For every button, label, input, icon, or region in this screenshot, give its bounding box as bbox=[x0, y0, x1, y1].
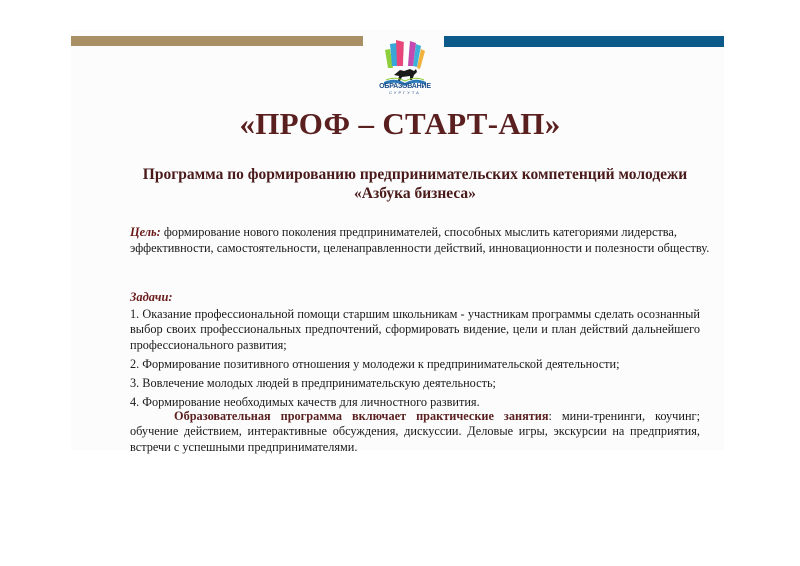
program-paragraph bbox=[130, 409, 700, 455]
task-item: 3. Вовлечение молодых людей в предпринимательскую деятельность; bbox=[130, 376, 496, 391]
goal-paragraph bbox=[130, 225, 710, 256]
goal-label: Цель: bbox=[130, 225, 161, 239]
logo-line-2: СУРГУТА bbox=[389, 90, 421, 95]
logo-line-1: ОБРАЗОВАНИЕ bbox=[379, 83, 431, 90]
page-subtitle: Программа по формированию предпринимательских компетенций молодежи «Азбука бизнеса» bbox=[142, 166, 688, 202]
logo-caption bbox=[372, 83, 438, 95]
header-right-bar bbox=[444, 36, 724, 47]
header-left-bar bbox=[71, 36, 363, 46]
tasks-label: Задачи: bbox=[130, 290, 173, 304]
task-item: 4. Формирование необходимых качеств для личностного развития. bbox=[130, 395, 480, 410]
program-lead: Образовательная программа включает практические занятия bbox=[174, 409, 549, 423]
program-text: : мини-тренинги, коучинг; обучение действием, интерактивные обсуждения, дискуссии. Деловые игры, экскурсии на предприятия, встречи с успешными предпринимателями. bbox=[130, 409, 700, 454]
task-item: 1. Оказание профессиональной помощи старшим школьникам - участникам программы сделать осознанный выбор своих профессиональных предпочтений, сформировать видение, цели и план действий дальнейшего профессионального развития; bbox=[130, 307, 700, 352]
task-item: 2. Формирование позитивного отношения у молодежи к предпринимательской деятельности; bbox=[130, 356, 620, 371]
goal-text: формирование нового поколения предпринимателей, способных мыслить категориями лидерства, эффективности, самостоятельности, целенаправленности действий, инновационности и полезности обществу. bbox=[130, 225, 710, 255]
tasks-list bbox=[130, 307, 700, 415]
page-title: «ПРОФ – СТАРТ-АП» bbox=[239, 106, 561, 141]
